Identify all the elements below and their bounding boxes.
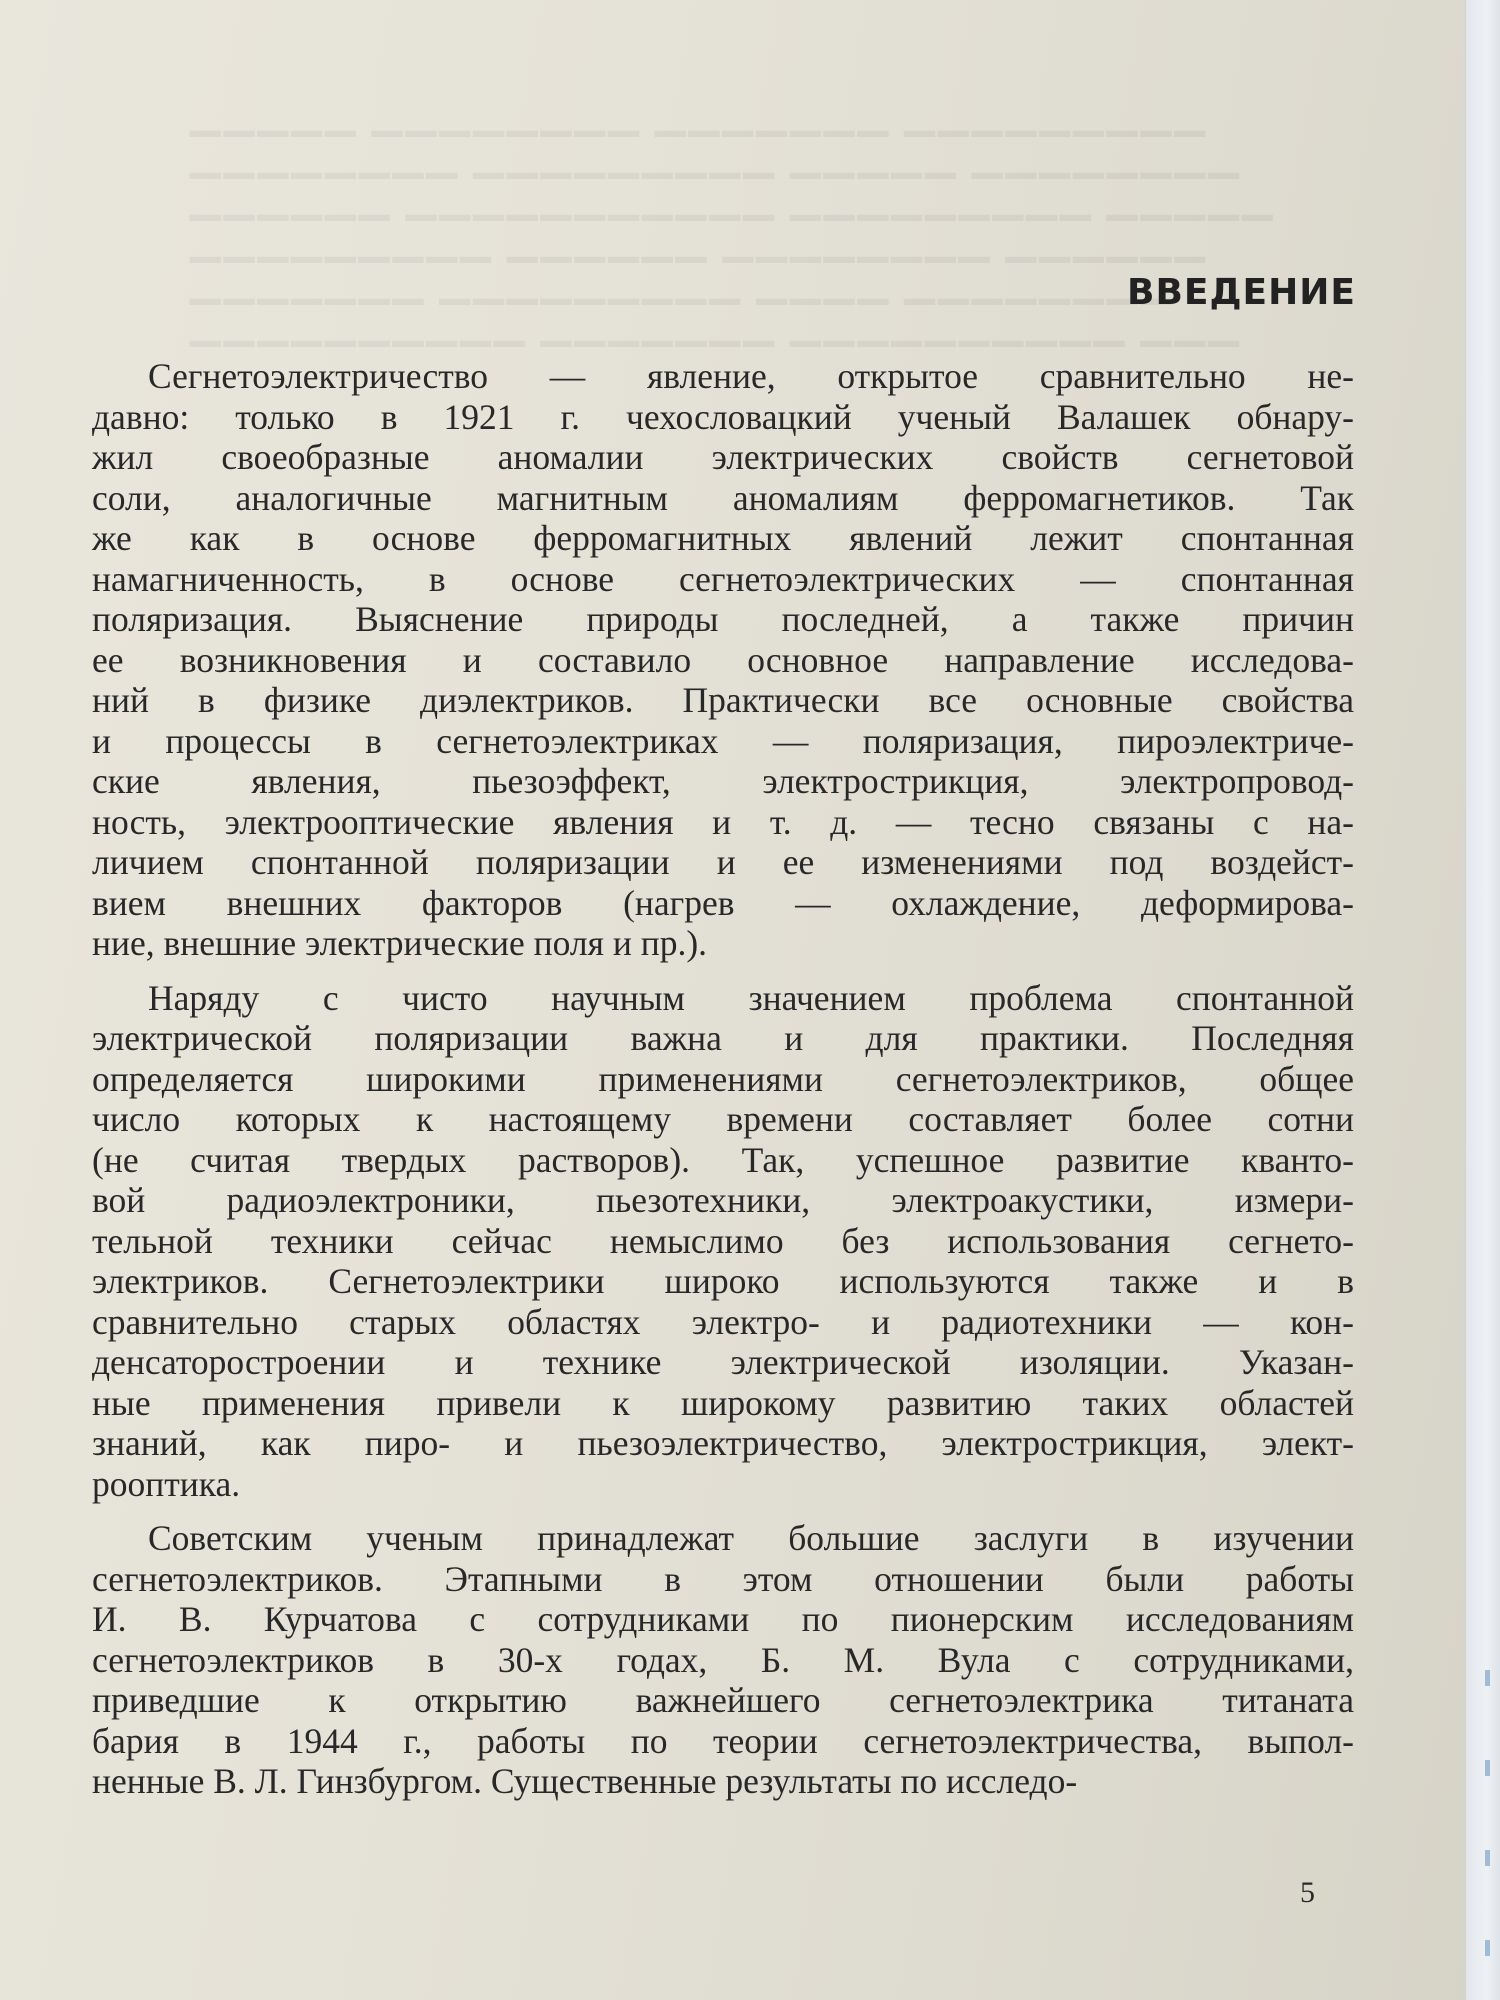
text-line: сегнетоэлектриков. Этапными в этом отношении были работы (92, 1558, 1354, 1599)
text-line: сравнительно старых областях электро- и радиотехники — кон- (92, 1301, 1354, 1342)
paragraph-3 (92, 1518, 1354, 1802)
text-line: же как в основе ферромагнитных явлений лежит спонтанная (92, 518, 1354, 558)
edge-mark (1485, 1850, 1490, 1866)
section-heading: ВВЕДЕНИЕ (1127, 272, 1356, 313)
text-line: ские явления, пьезоэффект, электрострикция, электропровод- (92, 761, 1354, 801)
text-line: намагниченность, в основе сегнетоэлектрических — спонтанная (92, 558, 1354, 599)
text-line: И. В. Курчатова с сотрудниками по пионерским исследованиям (92, 1599, 1354, 1639)
text-line: Сегнетоэлектричество — явление, открытое сравнительно не- (148, 356, 1354, 396)
text-line: соли, аналогичные магнитным аномалиям ферромагнетиков. Так (92, 477, 1354, 518)
text-line: рооптика. (92, 1463, 241, 1504)
paragraph-2 (92, 978, 1354, 1505)
edge-mark (1485, 1670, 1490, 1686)
text-line: давно: только в 1921 г. чехословацкий ученый Валашек обнару- (92, 396, 1354, 437)
text-line: ненные В. Л. Гинзбургом. Существенные результаты по исследо- (92, 1761, 1078, 1801)
edge-mark (1485, 1760, 1490, 1776)
text-line: вием внешних факторов (нагрев — охлаждение, деформирова- (92, 882, 1354, 923)
text-line: жил своеобразные аномалии электрических свойств сегнетовой (92, 437, 1355, 477)
text-line: определяется широкими применениями сегнетоэлектриков, общее (92, 1058, 1354, 1099)
text-line: и процессы в сегнетоэлектриках — поляризация, пироэлектриче- (92, 720, 1354, 761)
text-line: знаний, как пиро- и пьезоэлектричество, электрострикция, элект- (92, 1423, 1354, 1463)
text-line: приведшие к открытию важнейшего сегнетоэлектрика титаната (92, 1680, 1354, 1720)
text-line: денсаторостроении и технике электрической изоляции. Указан- (92, 1342, 1354, 1382)
text-line: тельной техники сейчас немыслимо без использования сегнето- (92, 1220, 1354, 1261)
text-line: ность, электрооптические явления и т. д. — тесно связаны с на- (92, 801, 1354, 842)
text-line: ний в физике диэлектриков. Практически все основные свойства (92, 680, 1354, 720)
show-through-text: ▁▁▁▁▁ ▁▁▁▁▁▁▁▁ ▁▁▁▁▁▁▁ ▁▁▁▁▁▁▁▁▁ ▁▁▁▁▁▁▁▁ ▁▁▁▁▁▁▁▁▁ ▁▁▁▁▁ ▁▁▁▁▁▁▁▁ ▁▁▁▁▁▁ ▁▁▁▁▁▁▁▁▁▁▁ ▁▁▁▁▁▁▁▁▁ ▁▁▁▁▁ ▁▁▁▁▁▁▁▁▁ ▁▁▁▁▁▁ ▁▁▁▁▁▁▁▁ ▁▁▁▁▁▁ ▁▁▁▁▁▁▁ ▁▁▁▁▁▁▁▁▁ ▁▁▁▁ ▁▁▁▁▁▁▁▁ ▁▁▁▁▁▁▁▁▁▁ ▁▁▁▁▁▁▁ ▁▁▁▁▁▁▁▁▁▁ ▁▁▁ (190, 91, 1276, 346)
text-line: электрической поляризации важна и для практики. Последняя (92, 1018, 1354, 1058)
text-line: (не считая твердых растворов). Так, успешное развитие кванто- (92, 1139, 1355, 1180)
text-line: сегнетоэлектриков в 30-х годах, Б. М. Вула с сотрудниками, (92, 1639, 1354, 1680)
text-line: число которых к настоящему времени составляет более сотни (92, 1099, 1355, 1139)
text-line: электриков. Сегнетоэлектрики широко используются также и в (92, 1261, 1354, 1301)
page-number: 5 (1300, 1876, 1315, 1909)
text-line: Советским ученым принадлежат большие заслуги в изучении (148, 1518, 1354, 1558)
text-line: вой радиоэлектроники, пьезотехники, электроакустики, измери- (92, 1180, 1354, 1220)
edge-mark (1485, 1940, 1490, 1956)
text-line: Наряду с чисто научным значением проблема спонтанной (148, 977, 1354, 1018)
text-line: поляризация. Выяснение природы последней, а также причин (92, 599, 1354, 639)
text-line: бария в 1944 г., работы по теории сегнетоэлектричества, выпол- (92, 1720, 1354, 1761)
text-line: ее возникновения и составило основное направление исследова- (92, 639, 1354, 680)
adjacent-paper-edge (1465, 0, 1500, 2000)
text-line: ные применения привели к широкому развитию таких областей (92, 1382, 1354, 1423)
paragraph-1 (92, 356, 1354, 964)
text-line: личием спонтанной поляризации и ее изменениями под воздейст- (92, 842, 1354, 882)
body-text (92, 356, 1354, 1802)
text-line: ние, внешние электрические поля и пр.). (92, 923, 708, 963)
